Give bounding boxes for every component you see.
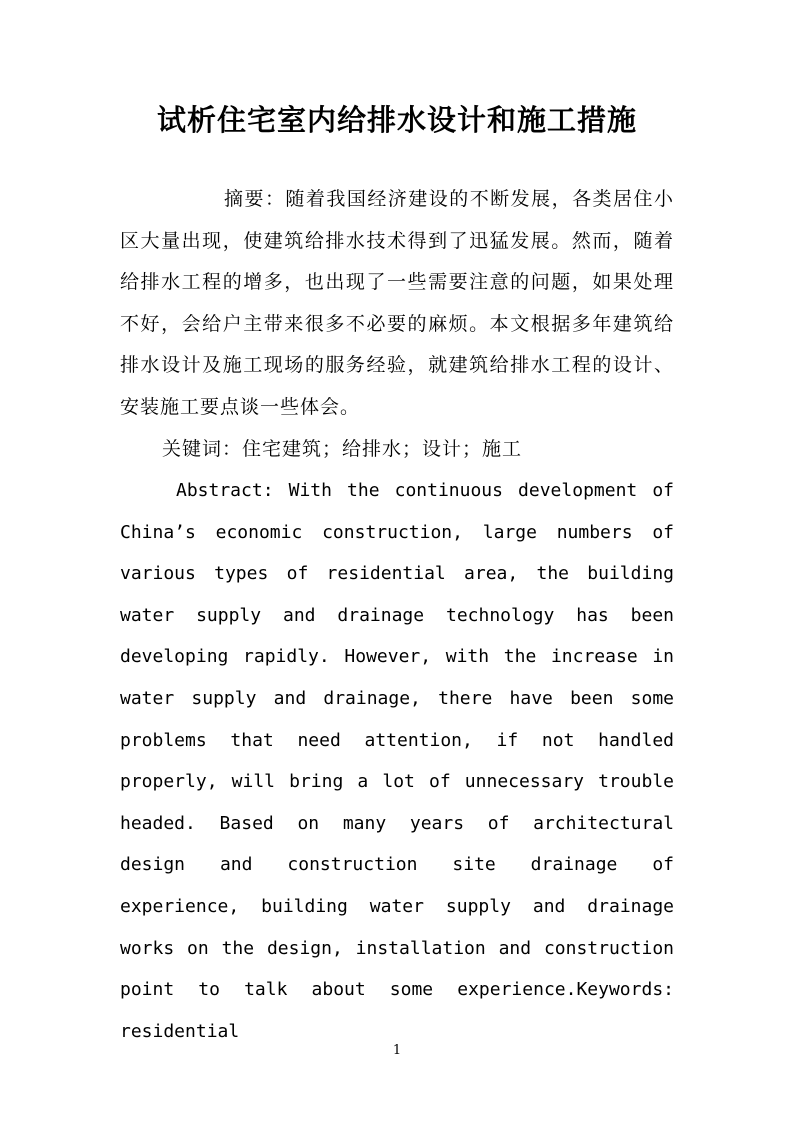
chinese-keywords-paragraph: 关键词：住宅建筑；给排水；设计；施工 (162, 438, 523, 460)
english-abstract-paragraph: Abstract: With the continuous development of China’s economic construction, large numbers of various types of residential area, the building water supply and drainage technology has been developing rapidly. However, with the increase in water supply and drainage, there have been some problems that need attention, if not handled properly, will bring a lot of unnecessary trouble headed. Based on many years of architectural design and construction site drainage of experience, building water supply and drainage works on the design, installation and construction point to talk about some experience.Keywords: residential (120, 480, 674, 1042)
page-number: 1 (392, 1043, 402, 1058)
document-title: 试析住宅室内给排水设计和施工措施 (156, 103, 637, 137)
chinese-abstract-paragraph: 摘要：随着我国经济建设的不断发展，各类居住小区大量出现，使建筑给排水技术得到了迅猛发展。然而，随着给排水工程的增多，也出现了一些需要注意的问题，如果处理不好，会给户主带来很多不必要的麻烦。本文根据多年建筑给排水设计及施工现场的服务经验，就建筑给排水工程的设计、安装施工要点谈一些体会。 (120, 188, 674, 418)
